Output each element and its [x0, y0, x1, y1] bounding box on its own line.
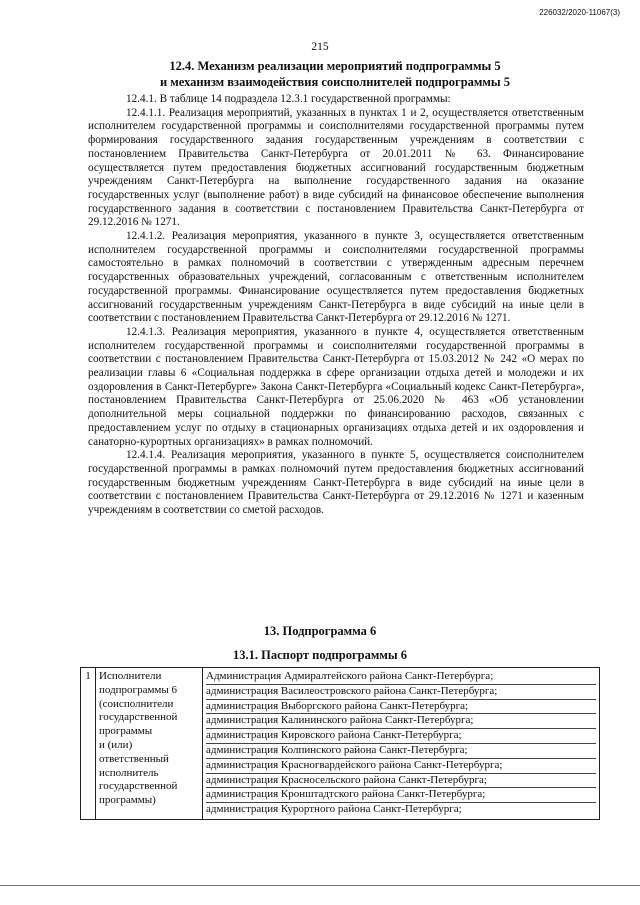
paragraph-12-4-1-3: 12.4.1.3. Реализация мероприятия, указанного в пункте 4, осуществляется ответственным исполнителем государственной программы и соисполнителями государственной программы в соответствии с постановлением Правительства Санкт-Петербурга от 15.03.2012 № 242 «О мерах по реализации главы 6 «Социальная поддержка в сфере организации отдыха детей и молодежи и их оздоровления в Санкт-Петербурге» Закона Санкт-Петербурга «Социальный кодекс Санкт-Петербурга», постановлением Правительства Санкт-Петербурга от 25.06.2020 № 463 «Об установлении дополнительной меры социальной поддержки по финансированию расходов, связанных с предоставлением услуг по отдыху в стационарных организациях отдыха детей и их оздоровления и санаторно-курортных организациях» в рамках полномочий.	[88, 325, 584, 448]
label-line: Исполнители	[99, 670, 162, 682]
label-line: государственной	[99, 780, 178, 793]
list-item: администрация Кировского района Санкт-Петербурга;	[206, 729, 596, 744]
label-line: и (или)	[99, 738, 133, 751]
label-line: государственной	[99, 711, 178, 724]
heading-passport-subprogram-6: 13.1. Паспорт подпрограммы 6	[232, 648, 407, 662]
list-item: Администрация Адмиралтейского района Санкт-Петербурга;	[206, 670, 596, 685]
list-item: администрация Колпинского района Санкт-Петербурга;	[206, 744, 596, 759]
list-item: администрация Красногвардейского района Санкт-Петербурга;	[206, 759, 596, 774]
label-line: подпрограммы 6	[99, 683, 178, 696]
label-line: программы	[99, 725, 153, 738]
heading-subprogram-6: 13. Подпрограмма 6	[263, 624, 377, 638]
list-item: администрация Выборгского района Санкт-Петербурга;	[206, 700, 596, 715]
scan-edge-line	[0, 885, 640, 886]
section-title-line-2: и механизм взаимодействия соисполнителей подпрограммы 5	[159, 75, 511, 89]
list-item: администрация Василеостровского района Санкт-Петербурга;	[206, 685, 596, 700]
list-item: администрация Курортного района Санкт-Петербурга;	[206, 803, 462, 816]
page-number: 215	[311, 41, 329, 53]
label-line: (соисполнители	[99, 697, 174, 710]
paragraph-12-4-1-4: 12.4.1.4. Реализация мероприятия, указанного в пункте 5, осуществляется соисполнителем государственной программы в рамках полномочий путем предоставления бюджетных ассигнований государственным бюджетным учреждениям Санкт-Петербурга в виде субсидий на иные цели в соответствии с постановлением Правительства Санкт-Петербурга от 29.12.2016 № 1271 и казенным учреждениям в соответствии со сметой расходов.	[88, 449, 584, 517]
passport-table	[80, 667, 600, 820]
paragraph-12-4-1-2: 12.4.1.2. Реализация мероприятия, указанного в пункте 3, осуществляется ответственным исполнителем государственной программы и соисполнителями государственной программы самостоятельно в рамках полномочий в соответствии с утвержденным адресным перечнем государственных образовательных учреждений, согласованным с ответственным исполнителем государственной программы. Финансирование осуществляется путем предоставления бюджетных ассигнований государственным учреждениям Санкт-Петербурга в виде субсидий на иные цели в соответствии с постановлением Правительства Санкт-Петербурга от 29.12.2016 № 1271.	[88, 230, 584, 325]
table-row	[81, 668, 600, 820]
row-label	[96, 668, 203, 820]
list-item: администрация Калининского района Санкт-Петербурга;	[206, 714, 596, 729]
document-id: 226032/2020-11067(3)	[539, 8, 620, 17]
label-line: программы)	[99, 794, 156, 807]
label-line: ответственный	[99, 752, 169, 765]
label-line: исполнитель	[99, 766, 159, 779]
paragraph-12-4-1-1: 12.4.1.1. Реализация мероприятий, указанных в пунктах 1 и 2, осуществляется ответственным исполнителем государственной программы и соисполнителями государственной программы путем формирования государственного задания государственным учреждениям в соответствии с постановлением Правительства Санкт-Петербурга от 20.01.2011 № 63. Финансирование осуществляется путем предоставления бюджетных ассигнований государственным бюджетным учреждениям Санкт-Петербурга на выполнение государственного задания на оказание государственных услуг (выполнение работ) в виде субсидий на финансовое обеспечение выполнения государственного задания в соответствии с постановлением Правительства Санкт-Петербурга от 29.12.2016 № 1271.	[88, 106, 584, 229]
section-title	[100, 58, 570, 90]
list-item: администрация Красносельского района Санкт-Петербурга;	[206, 774, 596, 789]
section-title-line-1: 12.4. Механизм реализации мероприятий подпрограммы 5	[169, 59, 501, 73]
paragraph-12-4-1: 12.4.1. В таблице 14 подраздела 12.3.1 государственной программы:	[126, 93, 451, 105]
list-item: администрация Кронштадтского района Санкт-Петербурга;	[206, 788, 596, 803]
administrations-list	[203, 668, 600, 820]
row-number: 1	[81, 668, 96, 820]
body-text	[88, 93, 584, 518]
